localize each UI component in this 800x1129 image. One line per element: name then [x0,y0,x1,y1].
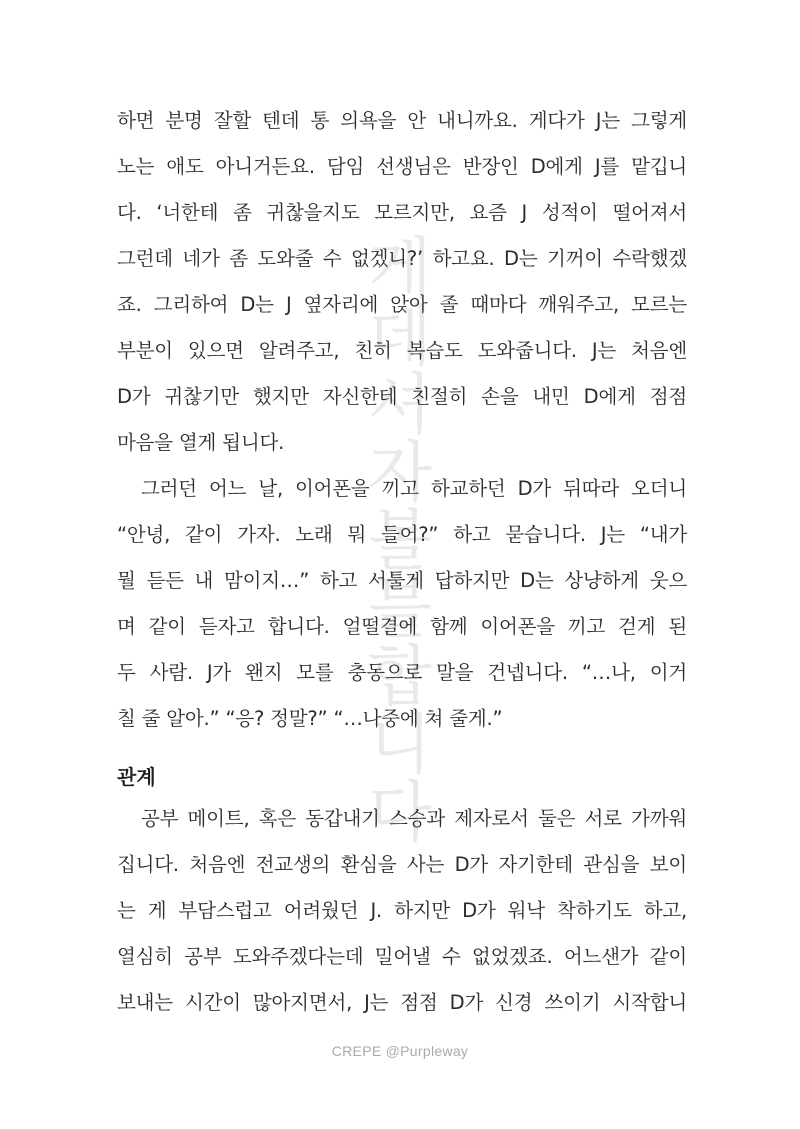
text-line: 죠. 그리하여 D는 J 옆자리에 앉아 졸 때마다 깨워주고, 모르는 [117,293,687,316]
text-line: 그러던 어느 날, 이어폰을 끼고 하교하던 D가 뒤따라 오더니 [141,477,687,500]
text-line: D가 귀찮기만 했지만 자신한테 친절히 손을 내민 D에게 점점 [117,385,687,408]
watermark: 게데셔자볼블합니다 [368,230,432,851]
text-line: 하면 분명 잘할 텐데 통 의욕을 안 내니까요. 게다가 J는 그렇게 [117,109,687,132]
text-line: 칠 줄 알아.” “응? 정말?” “…나중에 쳐 줄게.” [117,707,503,730]
text-line: 다. ‘너한테 좀 귀찮을지도 모르지만, 요즘 J 성적이 떨어져서 [117,201,687,224]
text-line: 열심히 공부 도와주겠다는데 밀어낼 수 없었겠죠. 어느샌가 같이 [117,945,687,968]
paragraph-2 [117,466,687,742]
paragraph-3 [117,796,687,1026]
paragraph-1 [117,98,687,466]
text-line: 그런데 네가 좀 도와줄 수 없겠니?’ 하고요. D는 기꺼이 수락했겠 [117,247,687,270]
text-line: 마음을 열게 됩니다. [117,431,285,454]
text-line: “안녕, 같이 가자. 노래 뭐 들어?” 하고 묻습니다. J는 “내가 [117,523,687,546]
text-line: 며 같이 듣자고 합니다. 얼떨결에 함께 이어폰을 끼고 걷게 된 [117,615,687,638]
section-heading: 관계 [117,765,156,789]
text-line: 두 사람. J가 왠지 모를 충동으로 말을 건넵니다. “…나, 이거 [117,661,687,684]
text-line: 부분이 있으면 알려주고, 친히 복습도 도와줍니다. J는 처음엔 [117,339,687,362]
text-line: 는 게 부담스럽고 어려웠던 J. 하지만 D가 워낙 착하기도 하고, [117,899,687,922]
text-line: 뭘 듣든 내 맘이지…” 하고 서툴게 답하지만 D는 상냥하게 웃으 [117,569,687,592]
text-line: 공부 메이트, 혹은 동갑내기 스승과 제자로서 둘은 서로 가까워 [141,807,687,830]
page-footer: CREPE @Purpleway [331,1043,469,1059]
text-line: 노는 애도 아니거든요. 담임 선생님은 반장인 D에게 J를 맡깁니 [117,155,687,178]
text-line: 보내는 시간이 많아지면서, J는 점점 D가 신경 쓰이기 시작합니 [117,991,687,1014]
text-line: 집니다. 처음엔 전교생의 환심을 사는 D가 자기한테 관심을 보이 [117,853,687,876]
